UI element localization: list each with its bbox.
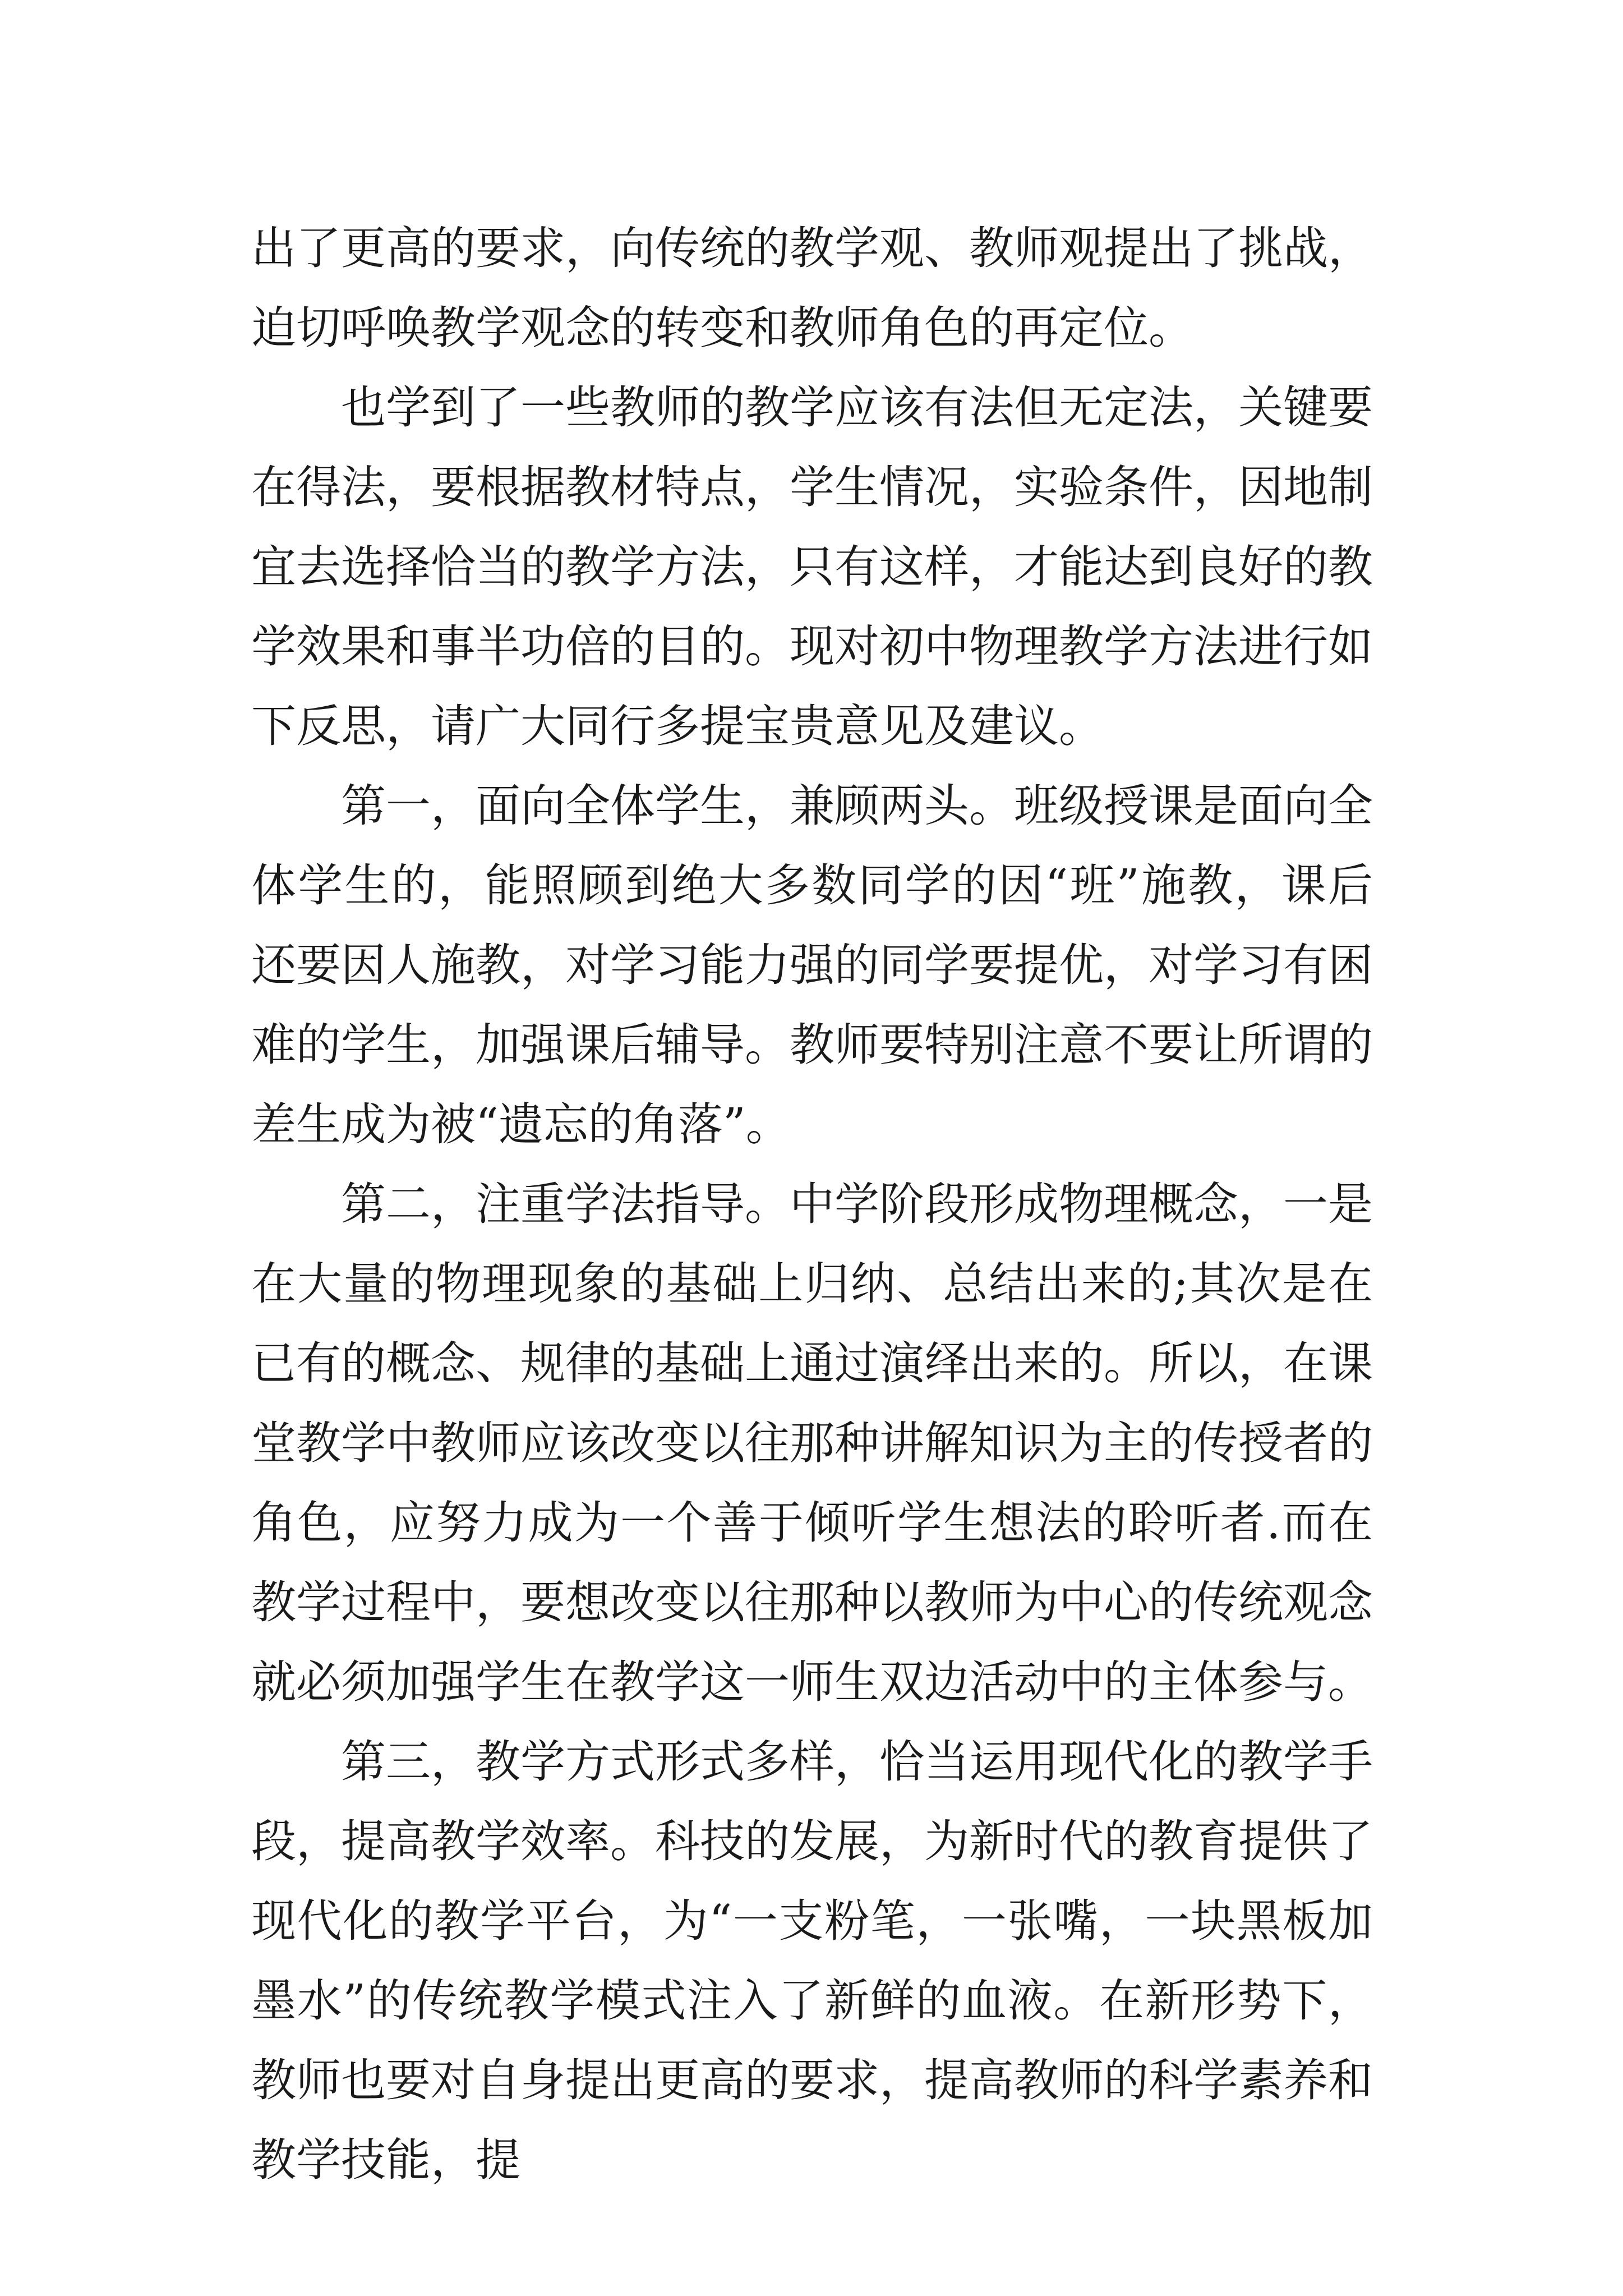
- paragraph-point-three: 第三，教学方式形式多样，恰当运用现代化的教学手段，提高教学效率。科技的发展，为新时代的教育提供了现代化的教学平台，为“一支粉笔，一张嘴，一块黑板加墨水”的传统教学模式注入了新鲜的血液。在新形势下，教师也要对自身提出更高的要求，提高教师的科学素养和教学技能，提: [251, 1736, 1373, 2186]
- paragraph-continuation: 出了更高的要求，向传统的教学观、教师观提出了挑战，迫切呼唤教学观念的转变和教师角色的再定位。: [251, 222, 1373, 354]
- paragraph-point-two: 第二，注重学法指导。中学阶段形成物理概念，一是在大量的物理现象的基础上归纳、总结出来的;其次是在已有的概念、规律的基础上通过演绎出来的。所以，在课堂教学中教师应该改变以往那种讲解知识为主的传授者的角色，应努力成为一个善于倾听学生想法的聆听者.而在教学过程中，要想改变以往那种以教师为中心的传统观念就必须加强学生在教学这一师生双边活动中的主体参与。: [251, 1178, 1373, 1708]
- paragraph-teaching-method: 也学到了一些教师的教学应该有法但无定法，关键要在得法，要根据教材特点，学生情况，实验条件，因地制宜去选择恰当的教学方法，只有这样，才能达到良好的教学效果和事半功倍的目的。现对初中物理教学方法进行如下反思，请广大同行多提宝贵意见及建议。: [251, 381, 1373, 752]
- document-body: [251, 209, 1373, 2200]
- paragraph-point-one: 第一，面向全体学生，兼顾两头。班级授课是面向全体学生的，能照顾到绝大多数同学的因“班”施教，课后还要因人施教，对学习能力强的同学要提优，对学习有困难的学生，加强课后辅导。教师要特别注意不要让所谓的差生成为被“遗忘的角落”。: [251, 780, 1373, 1151]
